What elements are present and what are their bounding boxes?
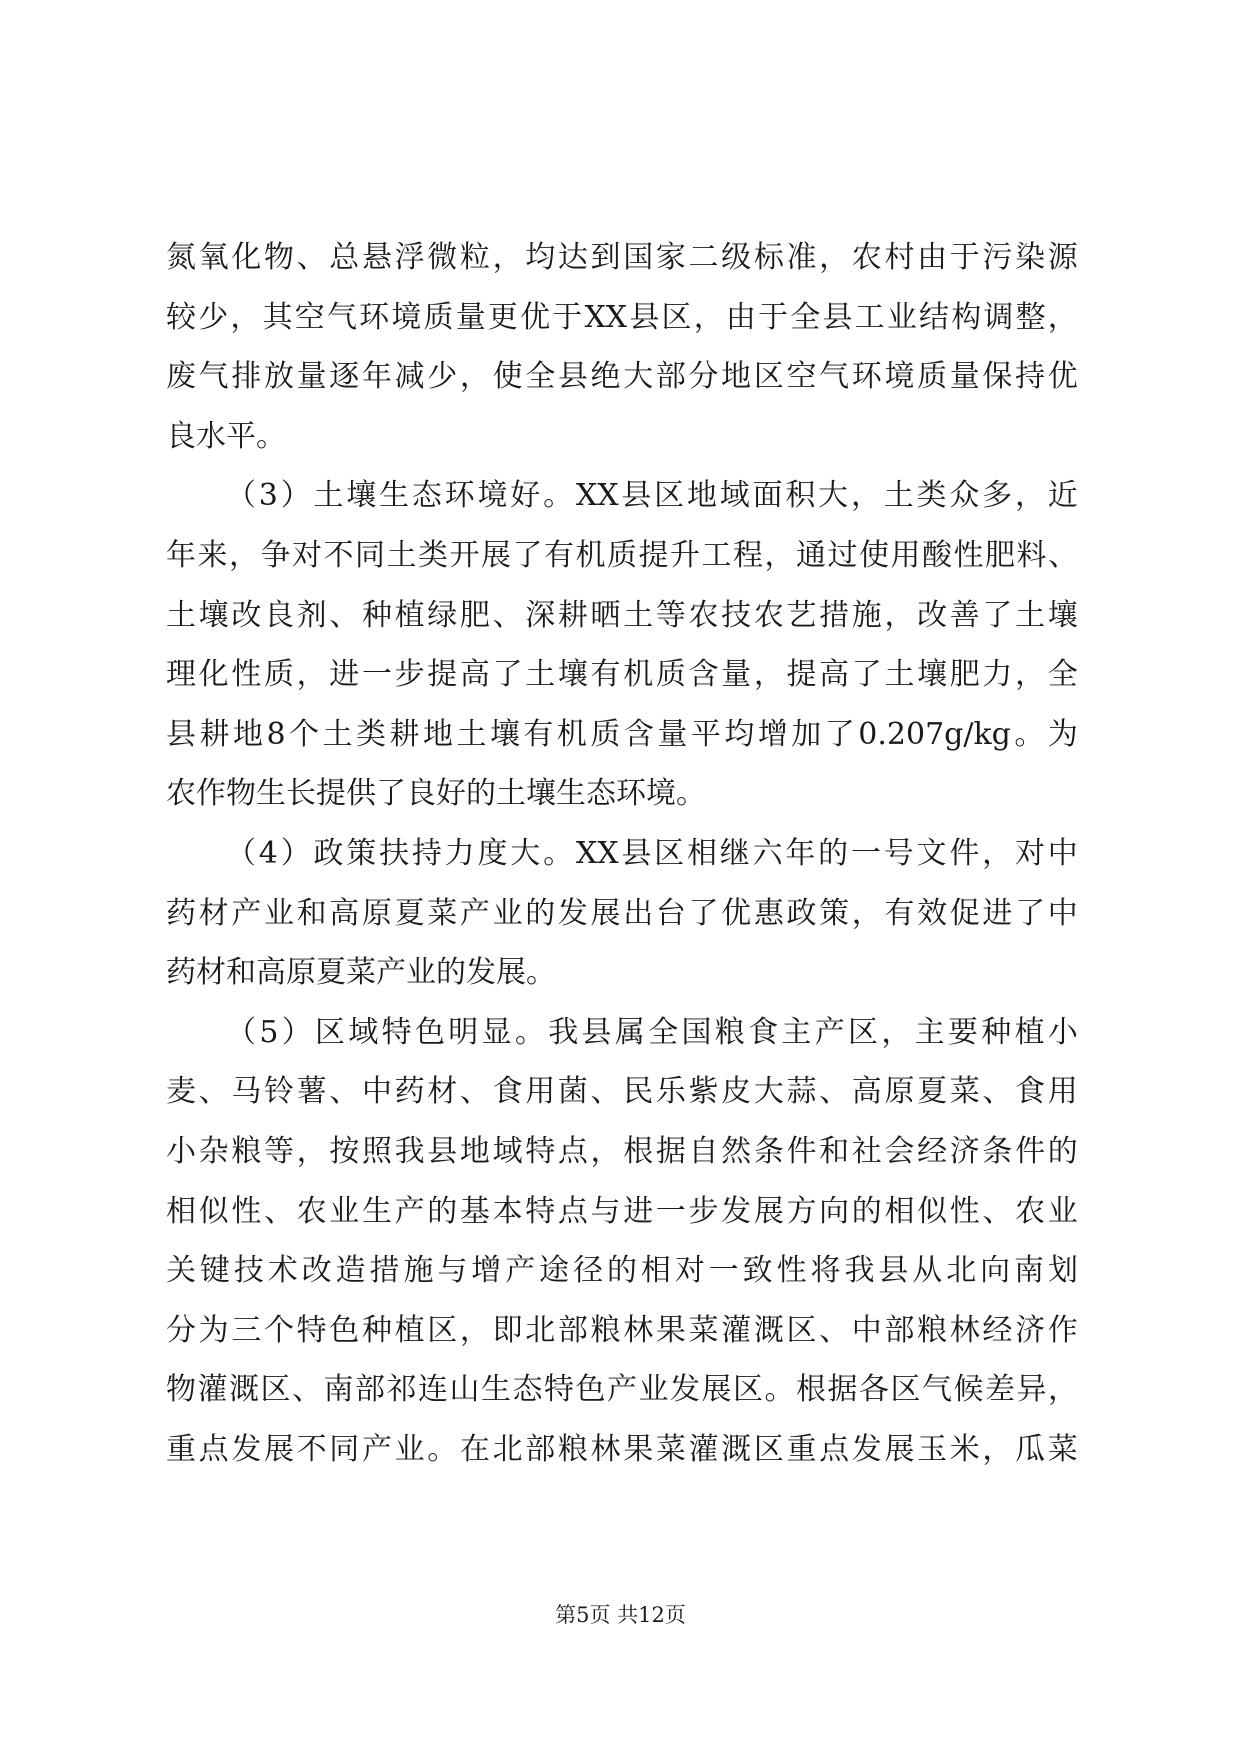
text-line: 县 耕 地 8 个 土 类 耕 地 土 壤 有 机 质 含 量 平 均 增 加 了 0.207g/kg 。 为 (166, 716, 1078, 752)
text-line: 土 壤 改 良 剂 、 种 植 绿 肥 、 深 耕 晒 土 等 农 技 农 艺 措 施 ， 改 善 了 土 壤 (166, 597, 1078, 633)
text-line: 较 少 ， 其 空 气 环 境 质 量 更 优 于 XX 县 区 ， 由 于 全 县 工 业 结 构 调 整 ， (166, 299, 1078, 335)
text-line: 麦 、 马 铃 薯 、 中 药 材 、 食 用 菌 、 民 乐 紫 皮 大 蒜 、 高 原 夏 菜 、 食 用 (166, 1074, 1078, 1110)
text-line: 小 杂 粮 等 ， 按 照 我 县 地 域 特 点 ， 根 据 自 然 条 件 和 社 会 经 济 条 件 的 (166, 1133, 1078, 1169)
text-line: （ 4 ） 政 策 扶 持 力 度 大 。 XX 县 区 相 继 六 年 的 一 号 文 件 ， 对 中 (226, 835, 1078, 871)
text-line: 药 材 产 业 和 高 原 夏 菜 产 业 的 发 展 出 台 了 优 惠 政 策 ， 有 效 促 进 了 中 (166, 895, 1078, 931)
text-line: 理 化 性 质 ， 进 一 步 提 高 了 土 壤 有 机 质 含 量 ， 提 高 了 土 壤 肥 力 ， 全 (166, 657, 1078, 693)
text-line: 重 点 发 展 不 同 产 业 。 在 北 部 粮 林 果 菜 灌 溉 区 重 点 发 展 玉 米 ， 瓜 菜 (166, 1431, 1078, 1467)
text-line: 氮 氧 化 物 、 总 悬 浮 微 粒 ， 均 达 到 国 家 二 级 标 准 ， 农 村 由 于 污 染 源 (166, 240, 1078, 275)
body-text (166, 228, 1078, 1479)
text-line: 相 似 性 、 农 业 生 产 的 基 本 特 点 与 进 一 步 发 展 方 向 的 相 似 性 、 农 业 (166, 1193, 1078, 1229)
text-line: 分 为 三 个 特 色 种 植 区 ， 即 北 部 粮 林 果 菜 灌 溉 区 、 中 部 粮 林 经 济 作 (166, 1312, 1078, 1348)
text-line: 药材和高原夏菜产业的发展。 (166, 955, 556, 991)
text-line: 年 来 ， 争 对 不 同 土 类 开 展 了 有 机 质 提 升 工 程 ， 通 过 使 用 酸 性 肥 料 、 (166, 537, 1078, 573)
text-line: 农作物生长提供了良好的土壤生态环境。 (166, 776, 706, 812)
page-number-footer: 第5页 共12页 (555, 1603, 686, 1627)
text-line: 废 气 排 放 量 逐 年 减 少 ， 使 全 县 绝 大 部 分 地 区 空 气 环 境 质 量 保 持 优 (166, 359, 1078, 395)
text-line: 关 键 技 术 改 造 措 施 与 增 产 途 径 的 相 对 一 致 性 将 我 县 从 北 向 南 划 (166, 1253, 1078, 1289)
text-line: （ 3 ） 土 壤 生 态 环 境 好 。 XX 县 区 地 域 面 积 大 ， 土 类 众 多 ， 近 (226, 478, 1078, 514)
text-line: 物 灌 溉 区 、 南 部 祁 连 山 生 态 特 色 产 业 发 展 区 。 根 据 各 区 气 候 差 异 ， (166, 1372, 1078, 1408)
text-line: 良水平。 (166, 418, 286, 454)
text-line: （ 5 ） 区 域 特 色 明 显 。 我 县 属 全 国 粮 食 主 产 区 ， 主 要 种 植 小 (226, 1014, 1078, 1050)
